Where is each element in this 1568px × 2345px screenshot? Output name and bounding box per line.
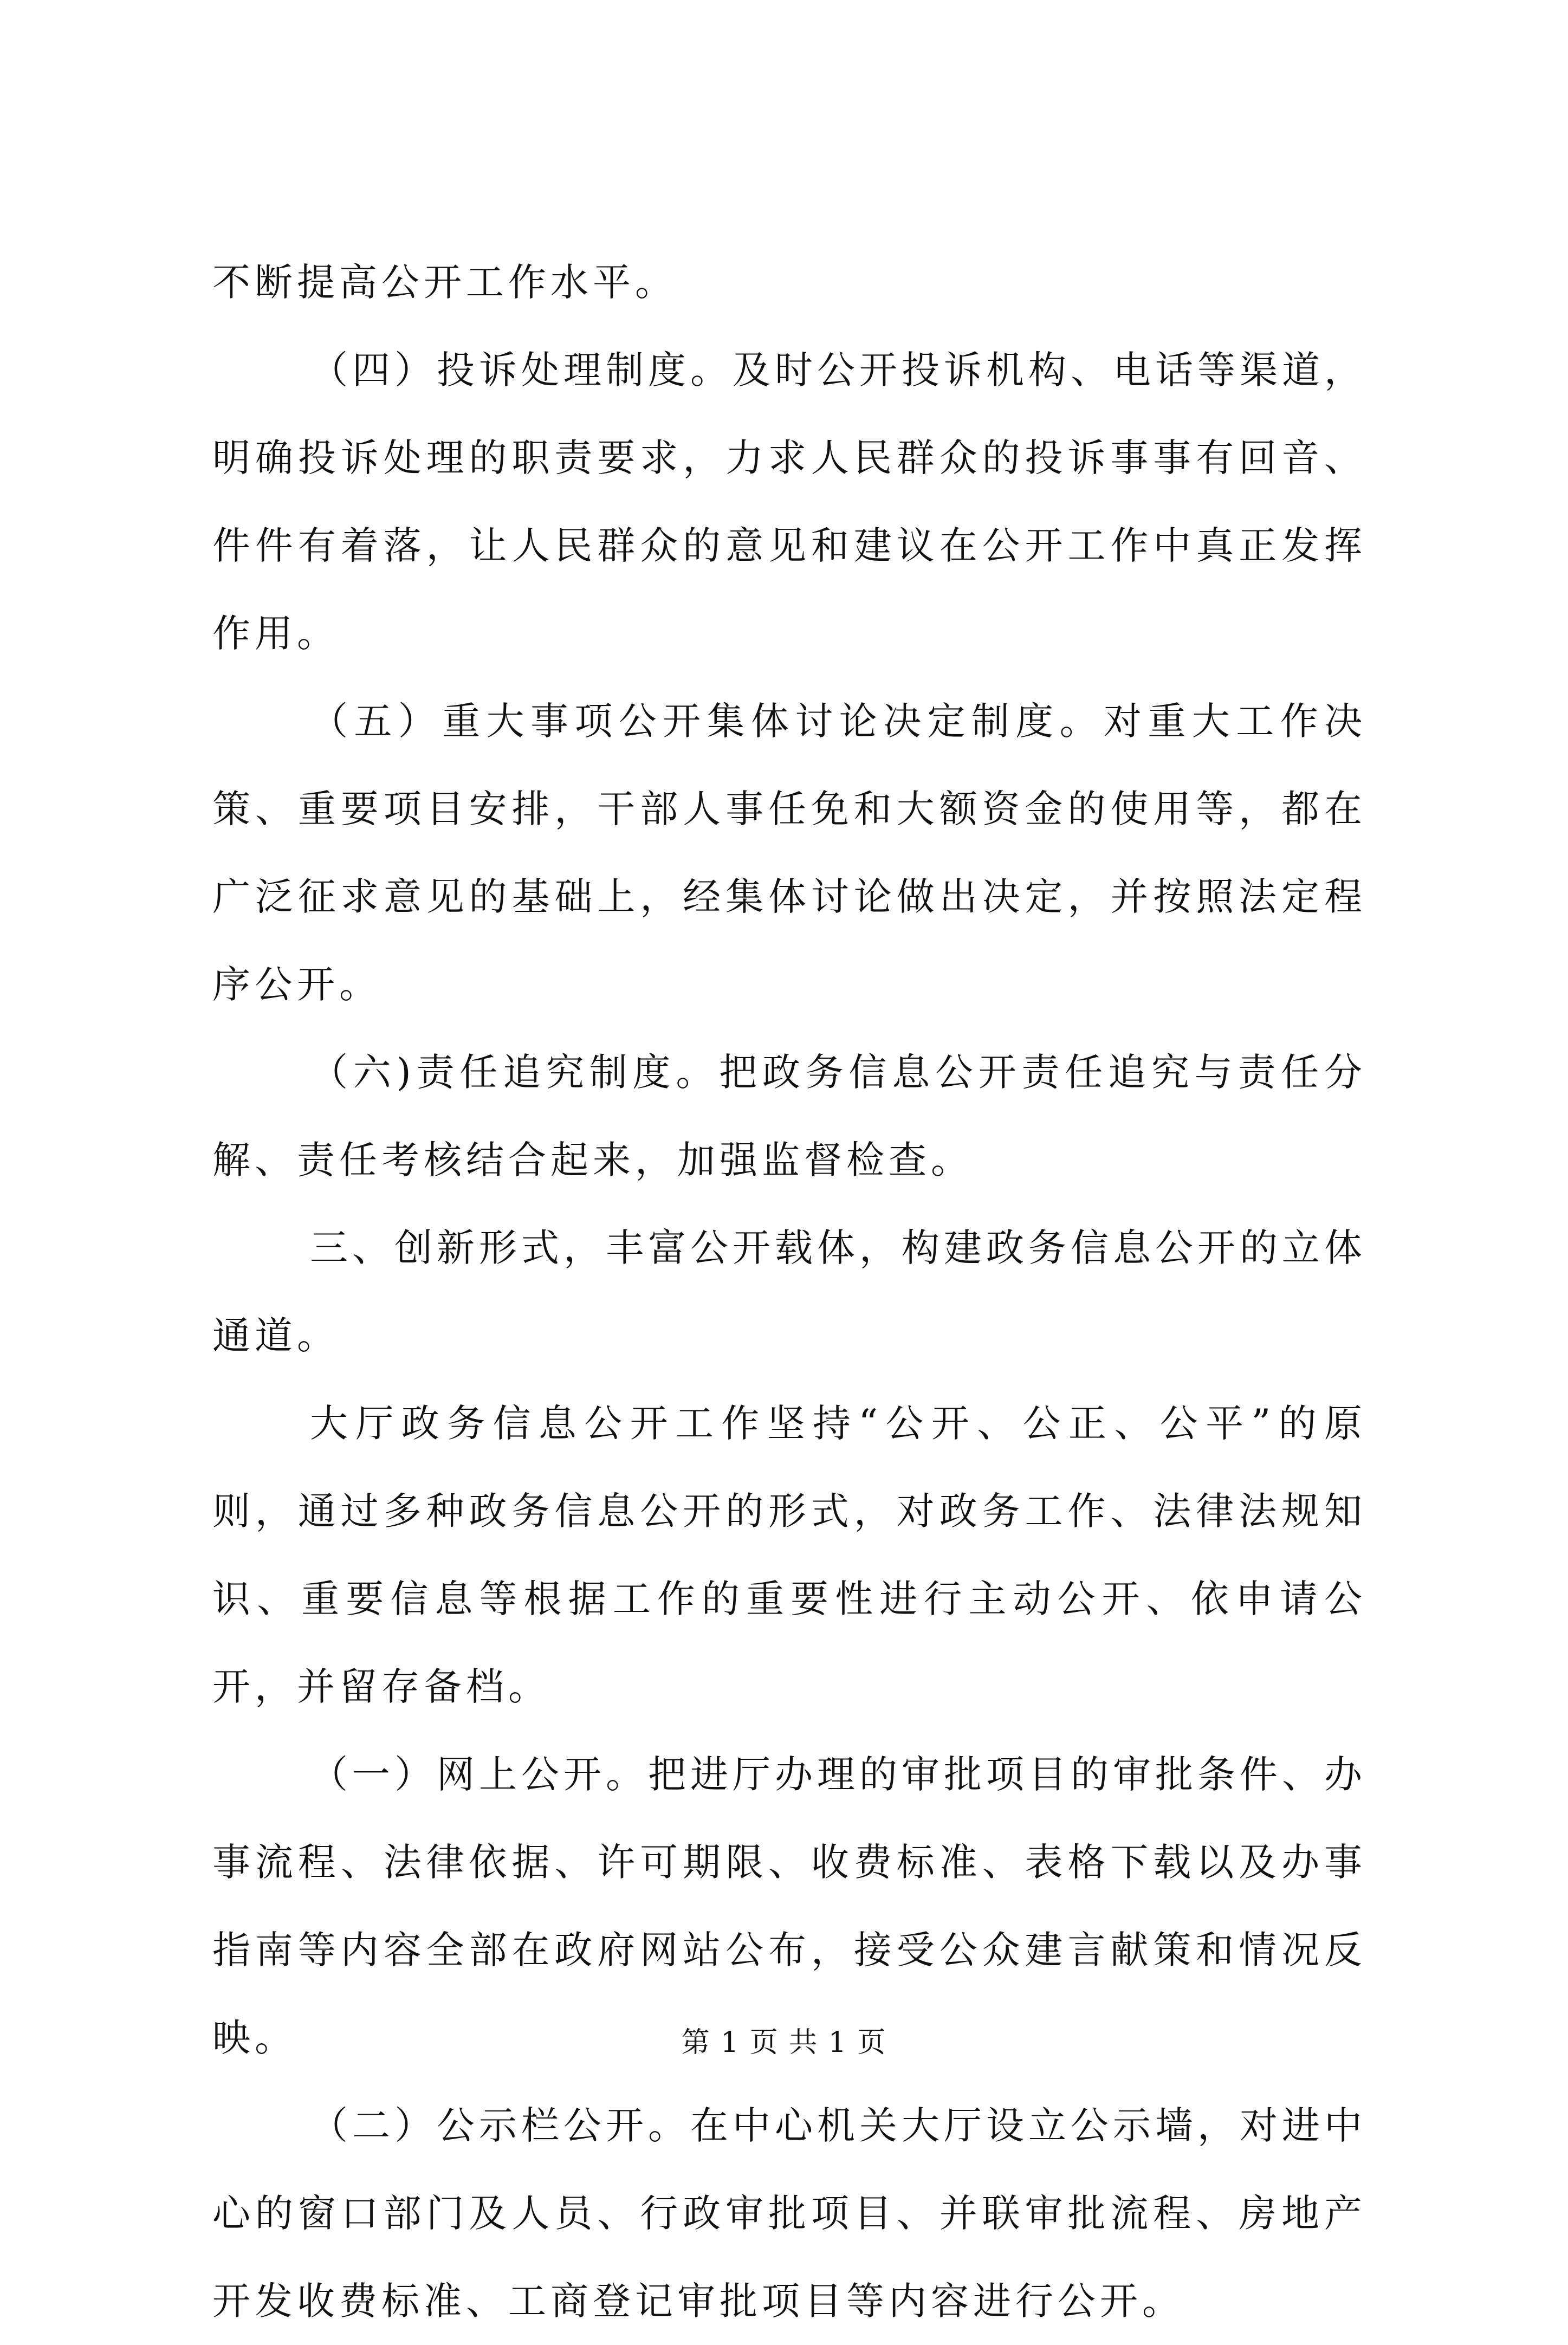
paragraph-accountability: （六)责任追究制度。把政务信息公开责任追究与责任分解、责任考核结合起来，加强监督检查。: [212, 1050, 1366, 1182]
page-footer: [0, 2024, 1568, 2062]
paragraph-continuation: 不断提高公开工作水平。: [212, 260, 677, 305]
paragraph-complaint-handling: （四）投诉处理制度。及时公开投诉机构、电话等渠道，明确投诉处理的职责要求，力求人民群众的投诉事事有回音、件件有着落，让人民群众的意见和建议在公开工作中真正发挥作用。: [212, 348, 1366, 656]
paragraph-online-disclosure: （一）网上公开。把进厅办理的审批项目的审批条件、办事流程、法律依据、许可期限、收费标准、表格下载以及办事指南等内容全部在政府网站公布，接受公众建言献策和情况反映。: [212, 1752, 1366, 2060]
paragraph-principles: 大厅政务信息公开工作坚持“公开、公正、公平”的原则，通过多种政务信息公开的形式，对政务工作、法律法规知识、重要信息等根据工作的重要性进行主动公开、依申请公开，并留存备档。: [212, 1401, 1366, 1709]
page-number-label: 第 1 页 共 1 页: [681, 2026, 887, 2059]
section-heading-three: 三、创新形式，丰富公开载体，构建政务信息公开的立体通道。: [212, 1226, 1366, 1358]
paragraph-major-matters: （五）重大事项公开集体讨论决定制度。对重大工作决策、重要项目安排，干部人事任免和大额资金的使用等，都在广泛征求意见的基础上，经集体讨论做出决定，并按照法定程序公开。: [212, 699, 1366, 1007]
paragraph-bulletin-board: （二）公示栏公开。在中心机关大厅设立公示墙，对进中心的窗口部门及人员、行政审批项目、并联审批流程、房地产开发收费标准、工商登记审批项目等内容进行公开。: [212, 2103, 1366, 2323]
